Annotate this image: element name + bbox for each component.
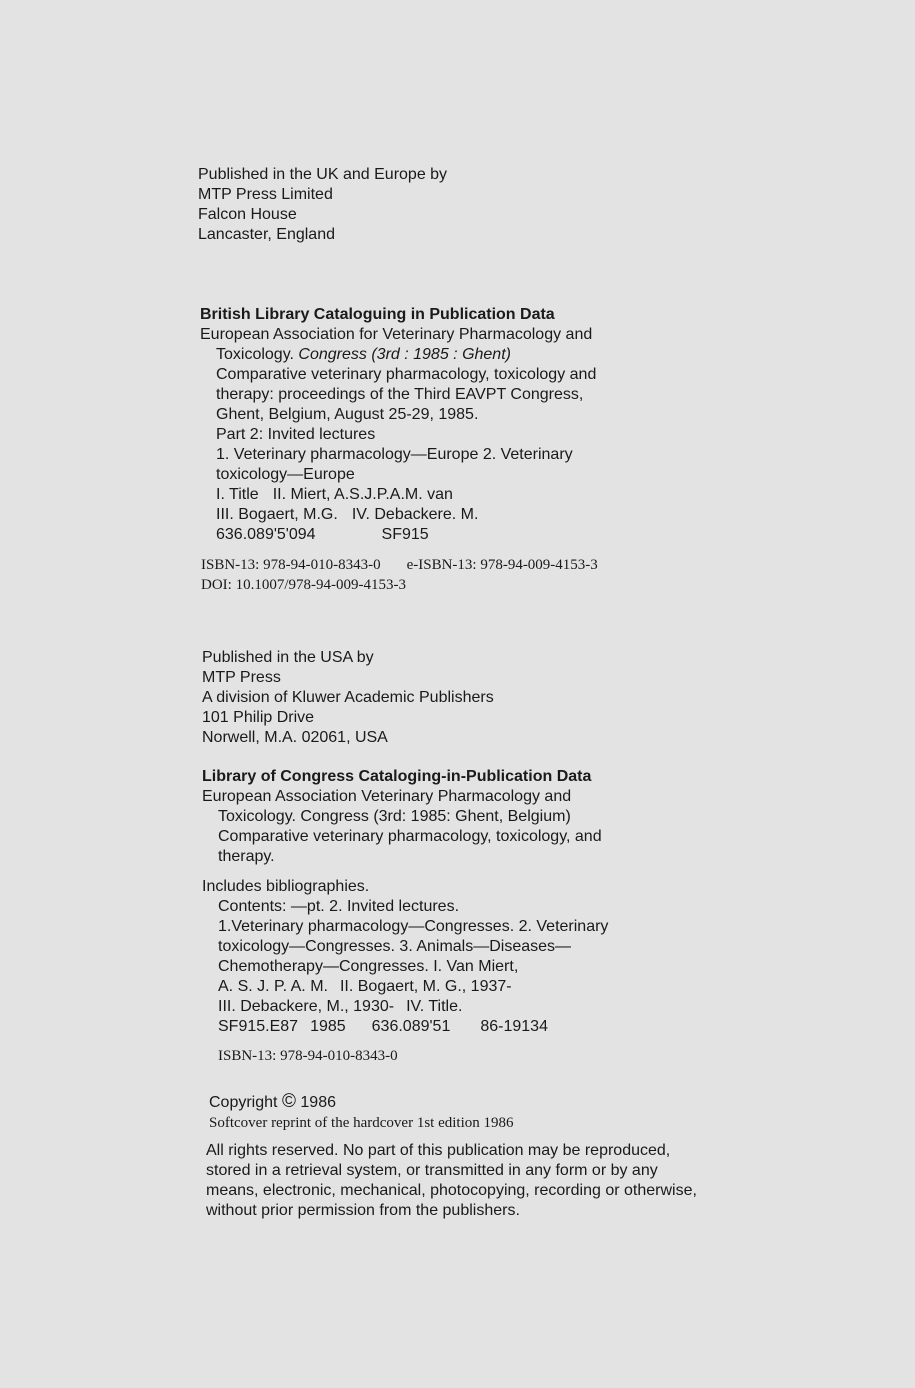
usa-publisher-line: Norwell, M.A. 02061, USA (202, 729, 388, 746)
bl-cip-title-a: I. Title (216, 486, 259, 503)
bl-cip-toxicology (200, 345, 596, 365)
bl-cip-line: therapy: proceedings of the Third EAVPT Congress, (216, 386, 584, 403)
loc-cip-asj (202, 977, 608, 997)
usa-publisher-line: Published in the USA by (202, 649, 374, 666)
bl-cip-toxicology-prefix: Toxicology. (216, 346, 294, 363)
rights-line: All rights reserved. No part of this publication may be reproduced, (206, 1142, 671, 1159)
rights-line: stored in a retrieval system, or transmitted in any form or by any (206, 1162, 658, 1179)
copyright-year: 1986 (300, 1094, 336, 1111)
usa-publisher-line: A division of Kluwer Academic Publishers (202, 689, 494, 706)
bl-cip-line: Comparative veterinary pharmacology, toxicology and (216, 366, 597, 383)
uk-publisher-line: Published in the UK and Europe by (198, 166, 448, 183)
isbn: ISBN-13: 978-94-010-8343-0 (201, 557, 381, 573)
loc-cip-class-3: 636.089'51 (371, 1018, 451, 1035)
uk-publisher-block (198, 165, 447, 245)
copyright-block (209, 1092, 514, 1133)
bl-cip-class-a: 636.089'5'094 (216, 526, 316, 543)
bl-cip-line: 1. Veterinary pharmacology—Europe 2. Veterinary (216, 446, 573, 463)
bl-cip-class-b: SF915 (381, 526, 429, 543)
copyright-symbol: © (281, 1091, 296, 1112)
loc-cip-author: European Association Veterinary Pharmacology and (202, 788, 572, 805)
bl-cip-added (200, 505, 596, 525)
usa-publisher-block (202, 648, 494, 748)
bl-cip-line: toxicology—Europe (216, 466, 355, 483)
uk-publisher-line: Falcon House (198, 206, 297, 223)
uk-publisher-line: MTP Press Limited (198, 186, 333, 203)
usa-publisher-line: MTP Press (202, 669, 281, 686)
loc-cip-contents: Contents: —pt. 2. Invited lectures. (218, 898, 460, 915)
isbn-line (201, 555, 598, 575)
loc-cip-class-4: 86-19134 (480, 1018, 548, 1035)
loc-cip-contents: Chemotherapy—Congresses. I. Van Miert, (218, 958, 519, 975)
copyright-prefix: Copyright (209, 1094, 278, 1111)
doi: DOI: 10.1007/978-94-009-4153-3 (201, 577, 406, 593)
bl-cip-added-a: III. Bogaert, M.G. (216, 506, 338, 523)
bl-cip-classification (200, 525, 596, 545)
softcover-line: Softcover reprint of the hardcover 1st edition 1986 (209, 1115, 514, 1131)
rights-block (206, 1141, 697, 1221)
loc-cip-contents: 1.Veterinary pharmacology—Congresses. 2. Veterinary (218, 918, 609, 935)
loc-cip-deb-b: IV. Title. (406, 998, 463, 1015)
loc-cip-deb-a: III. Debackere, M., 1930- (218, 998, 395, 1015)
loc-cip-asj-a: A. S. J. P. A. M. (218, 978, 328, 995)
uk-publisher-line: Lancaster, England (198, 226, 335, 243)
loc-cip-contents: toxicology—Congresses. 3. Animals—Diseases— (218, 938, 572, 955)
bl-cip-titles (200, 485, 596, 505)
bl-cip-author: European Association for Veterinary Pharmacology and (200, 326, 593, 343)
usa-publisher-line: 101 Philip Drive (202, 709, 315, 726)
loc-cip-debackere (202, 997, 608, 1017)
loc-cip-line: therapy. (218, 848, 275, 865)
bl-cip-title-b: II. Miert, A.S.J.P.A.M. van (272, 486, 453, 503)
loc-cip-classification (202, 1017, 608, 1037)
loc-cip-heading: Library of Congress Cataloging-in-Publication Data (202, 768, 592, 785)
loc-cip-line: Toxicology. Congress (3rd: 1985: Ghent, Belgium) (218, 808, 571, 825)
loc-isbn: ISBN-13: 978-94-010-8343-0 (218, 1048, 398, 1064)
rights-line: without prior permission from the publishers. (206, 1202, 520, 1219)
loc-cip-block (202, 767, 608, 1037)
bl-cip-block (200, 305, 596, 545)
e-isbn: e-ISBN-13: 978-94-009-4153-3 (406, 557, 598, 573)
bl-cip-heading: British Library Cataloguing in Publication Data (200, 306, 555, 323)
loc-cip-class-2: 1985 (310, 1018, 346, 1035)
bl-cip-line: Ghent, Belgium, August 25-29, 1985. (216, 406, 479, 423)
rights-line: means, electronic, mechanical, photocopying, recording or otherwise, (206, 1182, 697, 1199)
loc-cip-class-1: SF915.E87 (218, 1018, 299, 1035)
loc-cip-asj-b: II. Bogaert, M. G., 1937- (339, 978, 512, 995)
loc-cip-includes: Includes bibliographies. (202, 878, 370, 895)
bl-cip-line: Part 2: Invited lectures (216, 426, 376, 443)
isbn-block (201, 555, 598, 595)
copyright-line (209, 1092, 514, 1113)
bl-cip-congress-italic: Congress (3rd : 1985 : Ghent) (298, 346, 511, 363)
bl-cip-added-b: IV. Debackere. M. (351, 506, 479, 523)
loc-cip-line: Comparative veterinary pharmacology, toxicology, and (218, 828, 602, 845)
